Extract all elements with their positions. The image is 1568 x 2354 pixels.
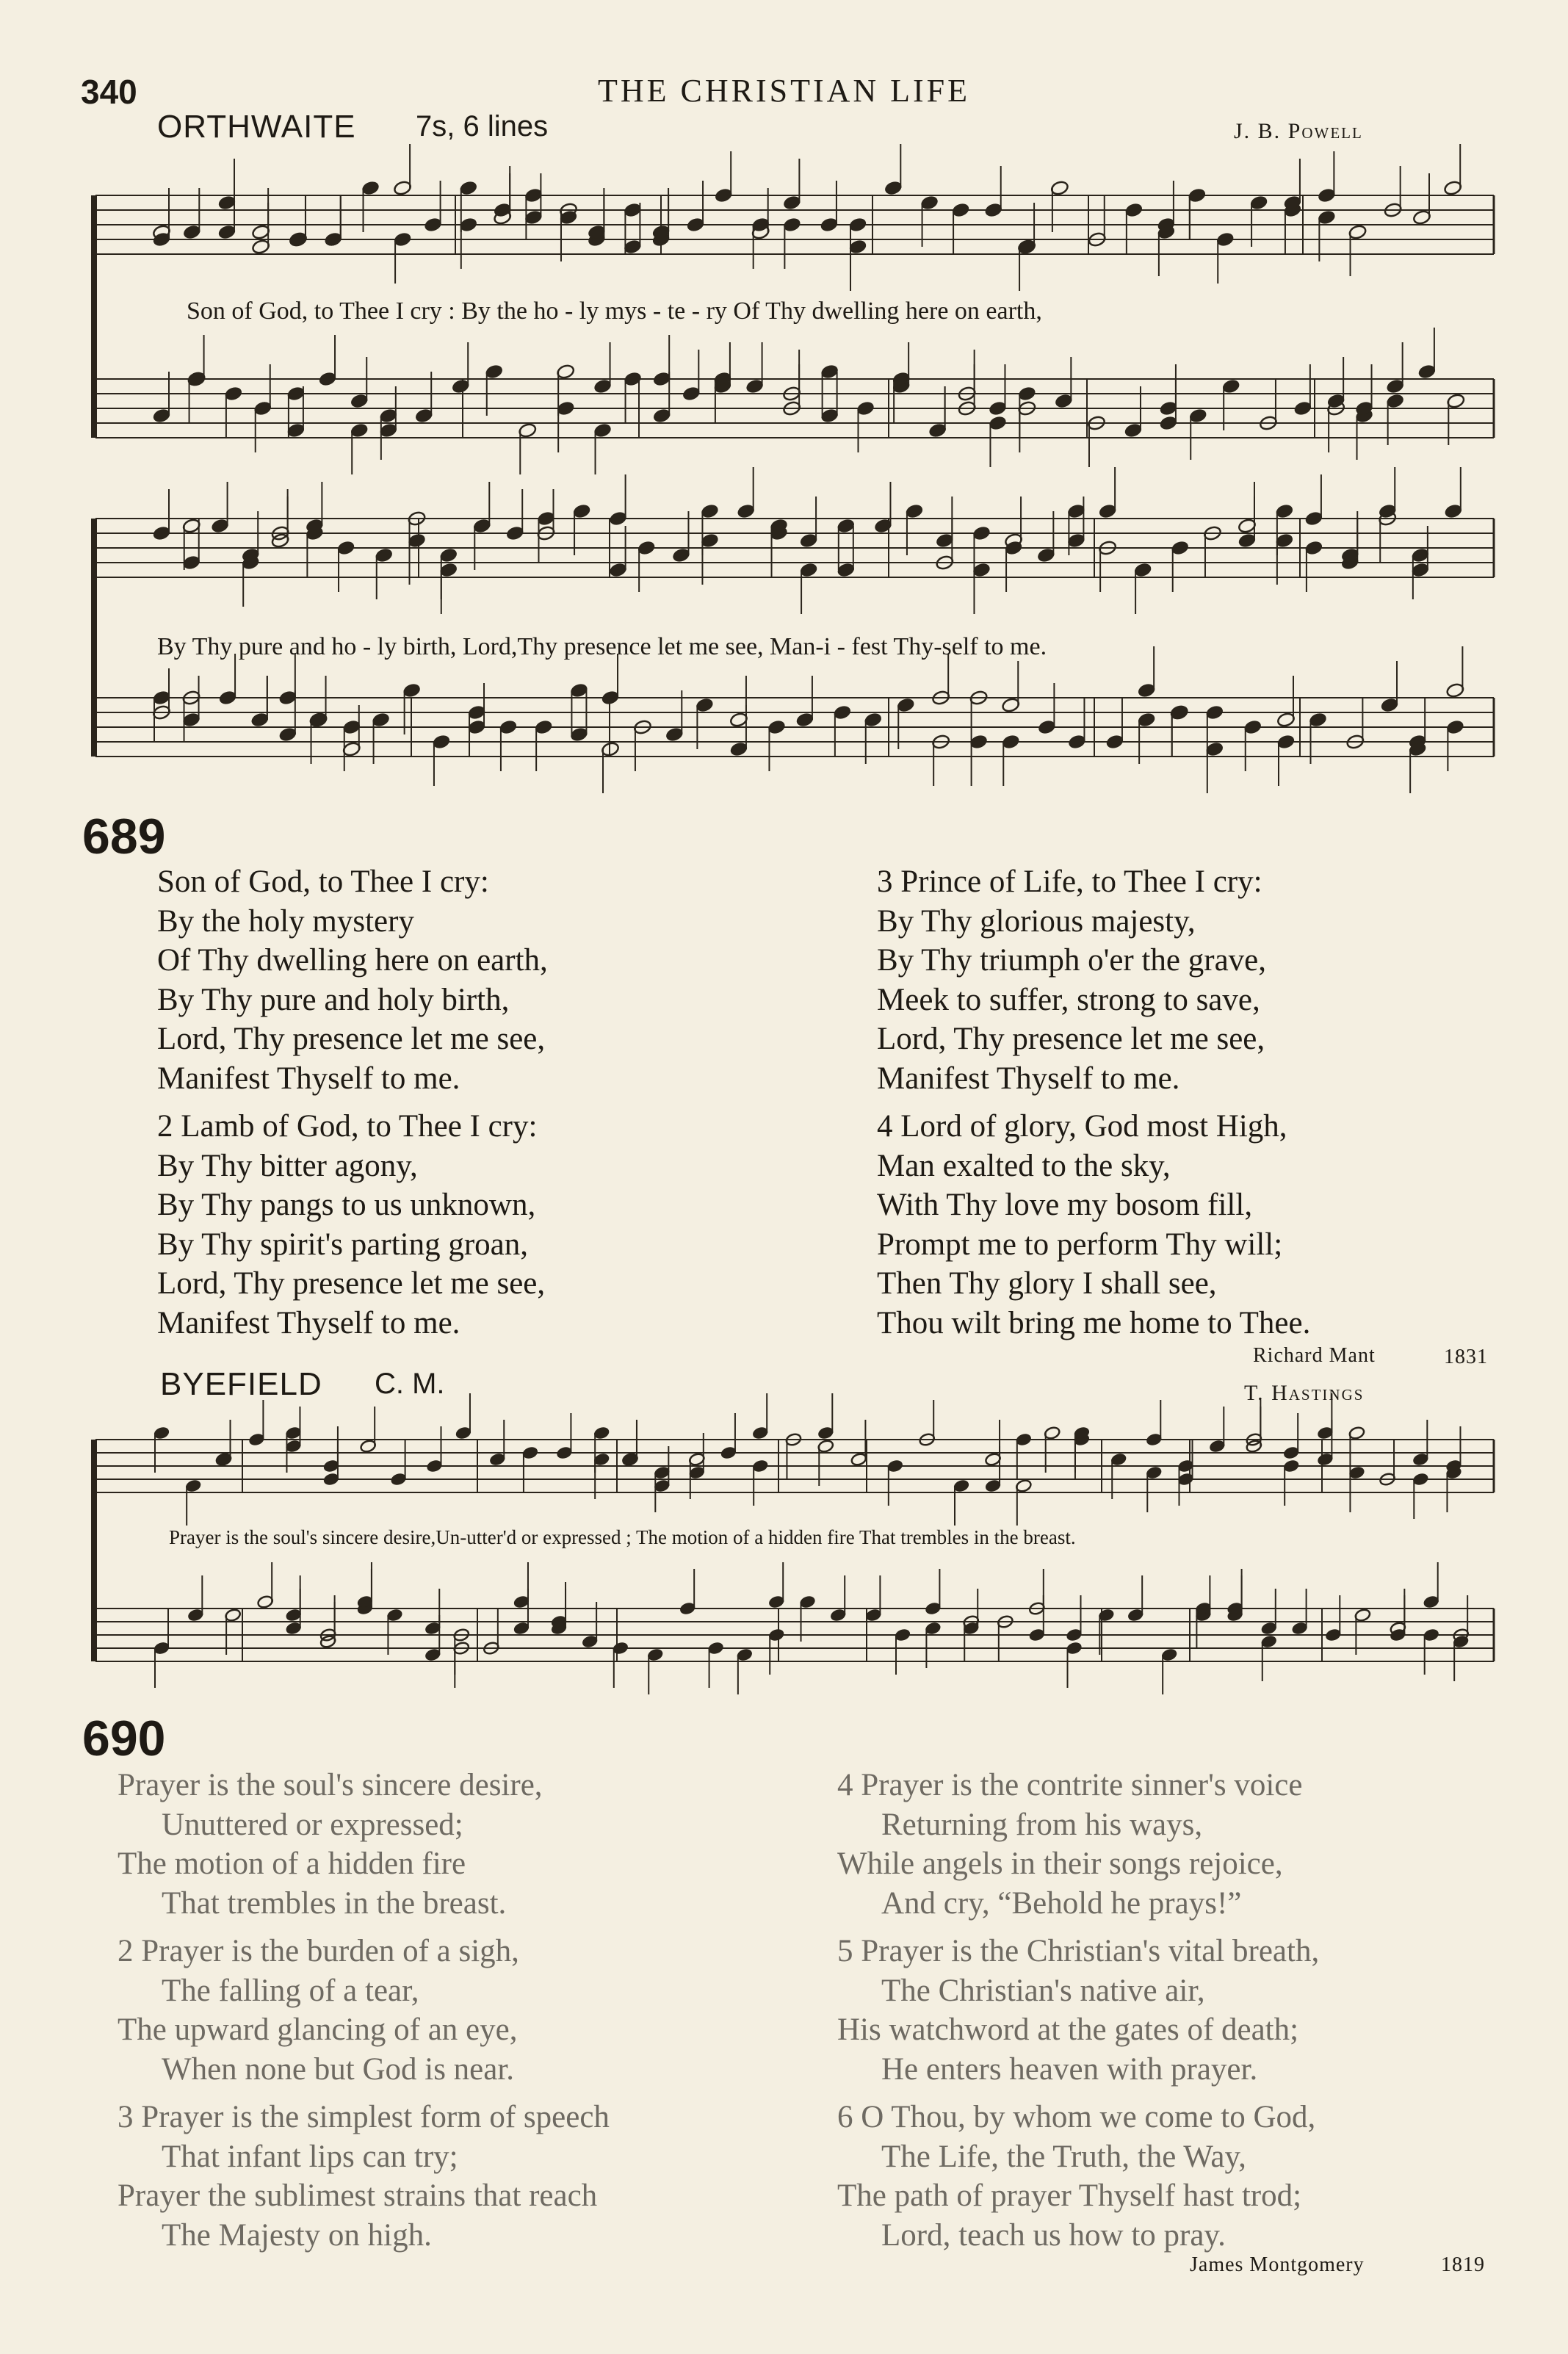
- verse-line: The Majesty on high.: [162, 2217, 432, 2253]
- verse-line: Lord, Thy presence let me see,: [877, 1022, 1265, 1056]
- verse-line: Lord, Thy presence let me see,: [157, 1022, 546, 1056]
- verse-line: 2 Lamb of God, to Thee I cry:: [157, 1109, 538, 1144]
- verse-line: By Thy bitter agony,: [157, 1148, 418, 1183]
- verse-line: 5 Prayer is the Christian's vital breath,: [837, 1934, 1320, 1968]
- verse-line: By Thy spirit's parting groan,: [157, 1227, 528, 1262]
- verse-line: Manifest Thyself to me.: [877, 1061, 1180, 1096]
- verse-line: The falling of a tear,: [162, 1973, 419, 2008]
- lyrics-byefield: Prayer is the soul's sincere desire,Un-utter'd or expressed ; The motion of a hidden fire That trembles in the breast.: [169, 1526, 1076, 1548]
- verse-line: While angels in their songs rejoice,: [837, 1846, 1283, 1881]
- verse-line: His watchword at the gates of death;: [837, 2012, 1299, 2047]
- verse-line: And cry, “Behold he prays!”: [881, 1885, 1242, 1921]
- verse-line: When none but God is near.: [162, 2051, 515, 2087]
- author-689: Richard Mant: [1253, 1344, 1376, 1367]
- year-690: 1819: [1441, 2253, 1485, 2276]
- composer-byefield: T. Hastings: [1244, 1381, 1365, 1405]
- verse-line: Prompt me to perform Thy will;: [877, 1227, 1283, 1262]
- running-title: THE CHRISTIAN LIFE: [597, 73, 971, 109]
- verse-line: 3 Prayer is the simplest form of speech: [118, 2100, 610, 2134]
- hymn-690-right-column: [837, 1766, 1319, 2255]
- verse-line: 2 Prayer is the burden of a sigh,: [118, 1934, 519, 1968]
- verse-line: Lord, Thy presence let me see,: [157, 1266, 546, 1301]
- verse-line: By Thy glorious majesty,: [877, 903, 1196, 939]
- verse-line: That trembles in the breast.: [162, 1885, 507, 1921]
- lyrics-orthwaite-line1: Son of God, to Thee I cry : By the ho - ly mys - te - ry Of Thy dwelling here on earth,: [187, 297, 1042, 325]
- hymn-689-left-column: [157, 862, 548, 1343]
- verse-line: The Christian's native air,: [881, 1973, 1205, 2008]
- verse-line: 3 Prince of Life, to Thee I cry:: [877, 864, 1262, 899]
- verse-line: Lord, teach us how to pray.: [881, 2217, 1226, 2253]
- hymn-number-690: 690: [82, 1711, 166, 1766]
- tune-meter-orthwaite: 7s, 6 lines: [416, 110, 549, 142]
- composer-orthwaite: J. B. Powell: [1234, 119, 1363, 143]
- verse-line: The motion of a hidden fire: [118, 1846, 466, 1881]
- verse-line: By Thy triumph o'er the grave,: [877, 943, 1267, 978]
- year-689: 1831: [1444, 1346, 1488, 1368]
- verse-line: Manifest Thyself to me.: [157, 1061, 460, 1096]
- verse-line: He enters heaven with prayer.: [881, 2051, 1258, 2087]
- tune-name-orthwaite: ORTHWAITE: [157, 109, 356, 145]
- verse-line: With Thy love my bosom fill,: [877, 1188, 1253, 1222]
- verse-line: The Life, the Truth, the Way,: [881, 2139, 1246, 2174]
- hymn-689-right-column: [877, 862, 1310, 1343]
- verse-line: 4 Prayer is the contrite sinner's voice: [837, 1768, 1303, 1802]
- verse-line: Thou wilt bring me home to Thee.: [877, 1305, 1311, 1340]
- tune-meter-byefield: C. M.: [375, 1368, 445, 1400]
- lyrics-orthwaite-line2: By Thy pure and ho - ly birth, Lord,Thy presence let me see, Man-i - fest Thy-self to me.: [157, 633, 1047, 660]
- verse-line: 6 O Thou, by whom we come to God,: [837, 2100, 1316, 2134]
- verse-line: Returning from his ways,: [881, 1807, 1203, 1842]
- hymn-690-left-column: [118, 1766, 610, 2255]
- verse-line: Then Thy glory I shall see,: [877, 1266, 1217, 1301]
- verse-line: Manifest Thyself to me.: [157, 1305, 460, 1340]
- verse-line: 4 Lord of glory, God most High,: [877, 1109, 1287, 1144]
- verse-line: That infant lips can try;: [162, 2139, 458, 2174]
- author-690: James Montgomery: [1190, 2253, 1365, 2276]
- tune-name-byefield: BYEFIELD: [160, 1366, 322, 1402]
- page-number: 340: [81, 73, 137, 111]
- verse-line: By the holy mystery: [157, 903, 414, 939]
- verse-line: The path of prayer Thyself hast trod;: [837, 2178, 1302, 2213]
- hymn-number-689: 689: [82, 809, 166, 864]
- verse-line: Unuttered or expressed;: [162, 1807, 463, 1842]
- verse-line: Son of God, to Thee I cry:: [157, 864, 489, 899]
- verse-line: Of Thy dwelling here on earth,: [157, 943, 548, 978]
- verse-line: Prayer is the soul's sincere desire,: [118, 1768, 543, 1802]
- verse-line: The upward glancing of an eye,: [118, 2012, 518, 2047]
- verse-line: By Thy pure and holy birth,: [157, 982, 510, 1017]
- verse-line: Prayer the sublimest strains that reach: [118, 2178, 598, 2213]
- verse-line: By Thy pangs to us unknown,: [157, 1188, 536, 1222]
- verse-line: Meek to suffer, strong to save,: [877, 982, 1260, 1017]
- verse-line: Man exalted to the sky,: [877, 1148, 1171, 1183]
